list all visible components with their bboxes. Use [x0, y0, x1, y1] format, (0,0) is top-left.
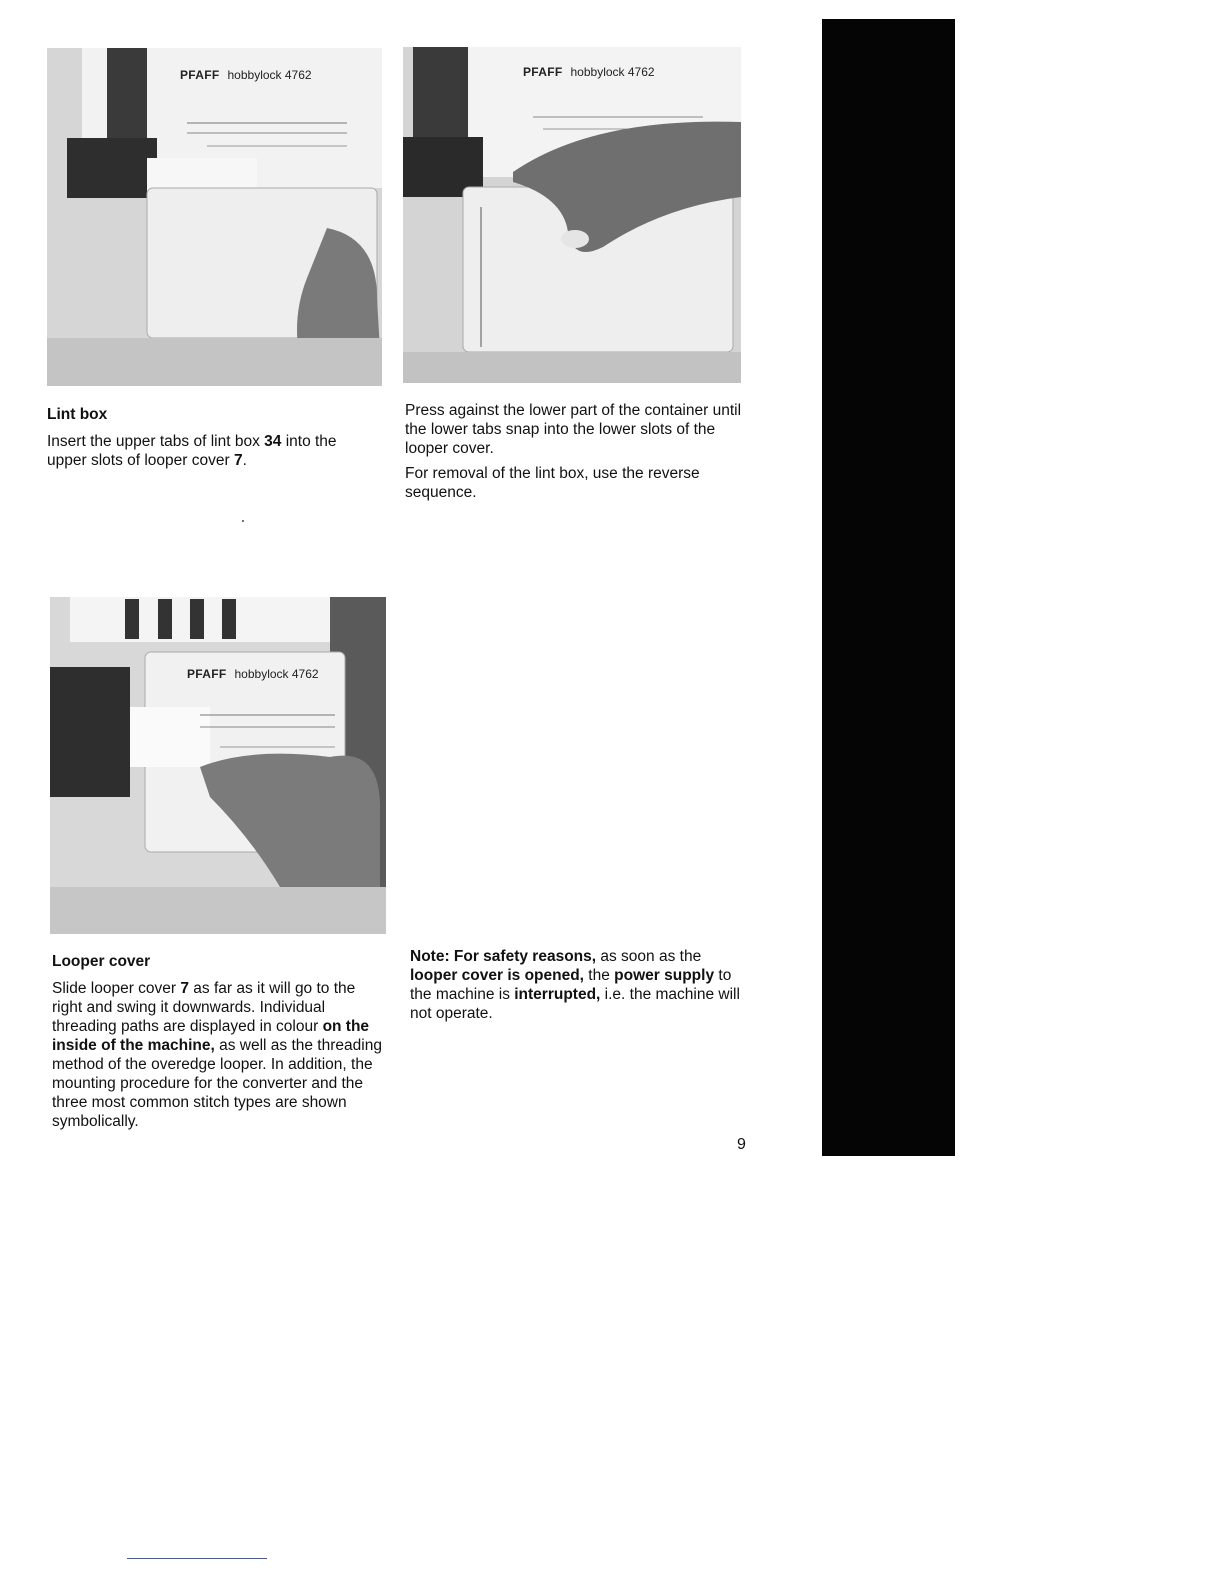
text-run: i.e. the machine will not operate.	[410, 986, 740, 1022]
text-run: the	[584, 967, 615, 984]
photo-lint-box-insert	[47, 48, 382, 386]
lint-box-continued	[405, 401, 745, 508]
safety-note-text	[410, 947, 745, 1023]
brand-name: PFAFF	[523, 65, 563, 79]
lint-box-instruction	[47, 432, 377, 470]
note-label: Note: For safety reasons,	[410, 948, 597, 965]
brand-name: PFAFF	[187, 667, 227, 681]
lint-box-removal-instruction: For removal of the lint box, use the reverse sequence.	[405, 465, 700, 501]
emphasis: interrupted,	[514, 986, 601, 1003]
text-run: as soon as the	[596, 948, 702, 965]
model-name: hobbylock 4762	[227, 68, 312, 82]
looper-cover-section	[52, 952, 384, 1137]
part-number: 34	[264, 433, 282, 450]
model-name: hobbylock 4762	[570, 65, 655, 79]
machine-brand-label	[180, 68, 312, 82]
footer-rule	[127, 1558, 267, 1559]
text-run: .	[242, 452, 247, 469]
emphasis: looper cover is opened,	[410, 967, 584, 984]
text-run: Insert the upper tabs of lint box	[47, 433, 265, 450]
part-number: 7	[180, 980, 189, 997]
sewing-machine-illustration	[47, 48, 382, 386]
lint-box-press-instruction: Press against the lower part of the container until the lower tabs snap into the lower slots of the looper cover.	[405, 402, 742, 457]
text-run: Slide looper cover	[52, 980, 181, 997]
sewing-machine-illustration	[403, 47, 741, 383]
photo-lint-box-press	[403, 47, 741, 383]
page-number: 9	[737, 1136, 746, 1153]
part-number: 7	[233, 452, 243, 469]
emphasis: on the inside of the machine,	[52, 1018, 370, 1054]
machine-brand-label	[523, 65, 655, 79]
text-run: as well as the threading method of the overedge looper. In addition, the mounting procedure for the converter and the three most common stitch types are shown symbolically.	[52, 1037, 382, 1130]
safety-note	[410, 947, 745, 1029]
text-run: into the upper slots of looper cover	[47, 433, 337, 469]
scan-speck	[242, 520, 244, 522]
machine-brand-label	[187, 667, 319, 681]
sewing-machine-illustration	[50, 597, 386, 934]
looper-cover-instruction	[52, 979, 384, 1131]
brand-name: PFAFF	[180, 68, 220, 82]
lint-box-section	[47, 405, 377, 476]
emphasis: power supply	[614, 967, 715, 984]
model-name: hobbylock 4762	[234, 667, 319, 681]
scan-edge-bar	[822, 19, 955, 1156]
text-run: to the machine is	[410, 967, 732, 1003]
text-run: as far as it will go to the right and swing it downwards. Individual threading paths are displayed in colour	[52, 980, 356, 1035]
lint-box-heading: Lint box	[47, 406, 108, 423]
looper-cover-heading: Looper cover	[52, 953, 151, 970]
photo-looper-cover	[50, 597, 386, 934]
